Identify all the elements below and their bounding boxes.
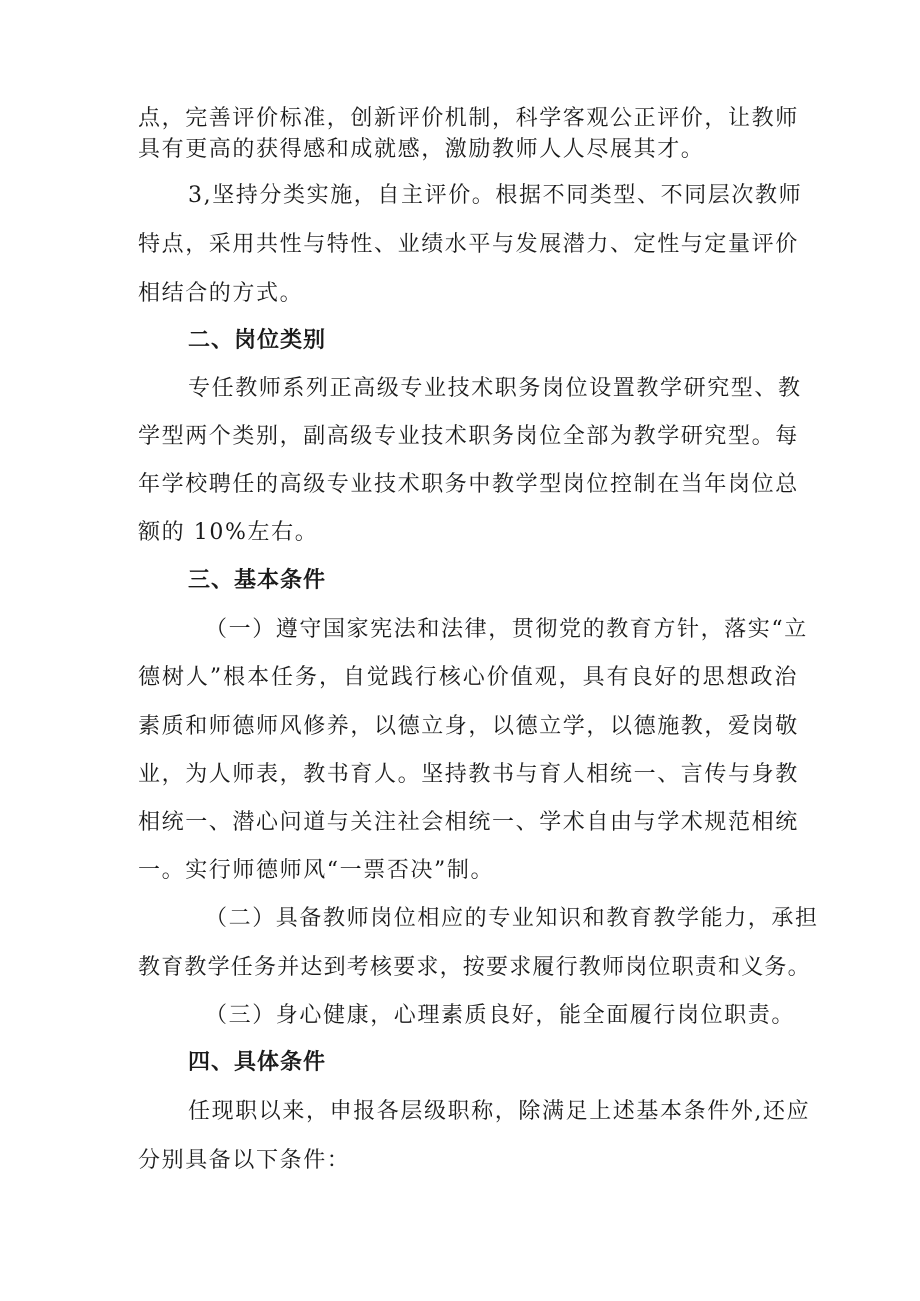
section-heading: 三、基本条件 <box>188 568 327 593</box>
text-line: 教育教学任务并达到考核要求，按要求履行教师岗位职责和义务。 <box>138 955 811 980</box>
text-line: 德树人”根本任务，自觉践行核心价值观，具有良好的思想政治 <box>138 665 798 690</box>
text-line: 学型两个类别，副高级专业技术职务岗位全部为教学研究型。每 <box>138 424 799 449</box>
text-line: 年学校聘任的高级专业技术职务中教学型岗位控制在当年岗位总 <box>138 472 799 497</box>
text-line: 素质和师德师风修养，以德立身，以德立学，以德施教，爱岗敬 <box>138 714 799 739</box>
text-line: （二）具备教师岗位相应的专业知识和教育教学能力，承担 <box>205 906 819 931</box>
text-line: 具有更高的获得感和成就感，激励教师人人尽展其才。 <box>138 137 705 162</box>
section-heading: 二、岗位类别 <box>188 328 327 353</box>
text-line: 业，为人师表，教书育人。坚持教书与育人相统一、言传与身教 <box>138 762 799 787</box>
text-line: 相统一、潜心问道与关注社会相统一、学术自由与学术规范相统 <box>138 810 799 835</box>
text-line: 任现职以来，申报各层级职称，除满足上述基本条件外,还应 <box>188 1099 811 1124</box>
text-line: 相结合的方式。 <box>138 281 304 306</box>
text-line: 一。实行师德师风“一票否决”制。 <box>138 858 495 883</box>
section-heading: 四、具体条件 <box>188 1050 327 1075</box>
text-line: 3,坚持分类实施，自主评价。根据不同类型、不同层次教师 <box>188 183 803 208</box>
text-line: 分别具备以下条件： <box>138 1148 351 1173</box>
text-line: 专任教师系列正高级专业技术职务岗位设置教学研究型、教 <box>188 376 802 401</box>
text-line: 额的 10%左右。 <box>138 520 319 545</box>
text-line: （一）遵守国家宪法和法律，贯彻党的教育方针，落实“立 <box>205 617 808 642</box>
text-line: 特点，采用共性与特性、业绩水平与发展潜力、定性与定量评价 <box>138 232 799 257</box>
text-line: （三）身心健康，心理素质良好，能全面履行岗位职责。 <box>205 1003 796 1028</box>
text-line: 点，完善评价标准，创新评价机制，科学客观公正评价，让教师 <box>138 106 799 131</box>
